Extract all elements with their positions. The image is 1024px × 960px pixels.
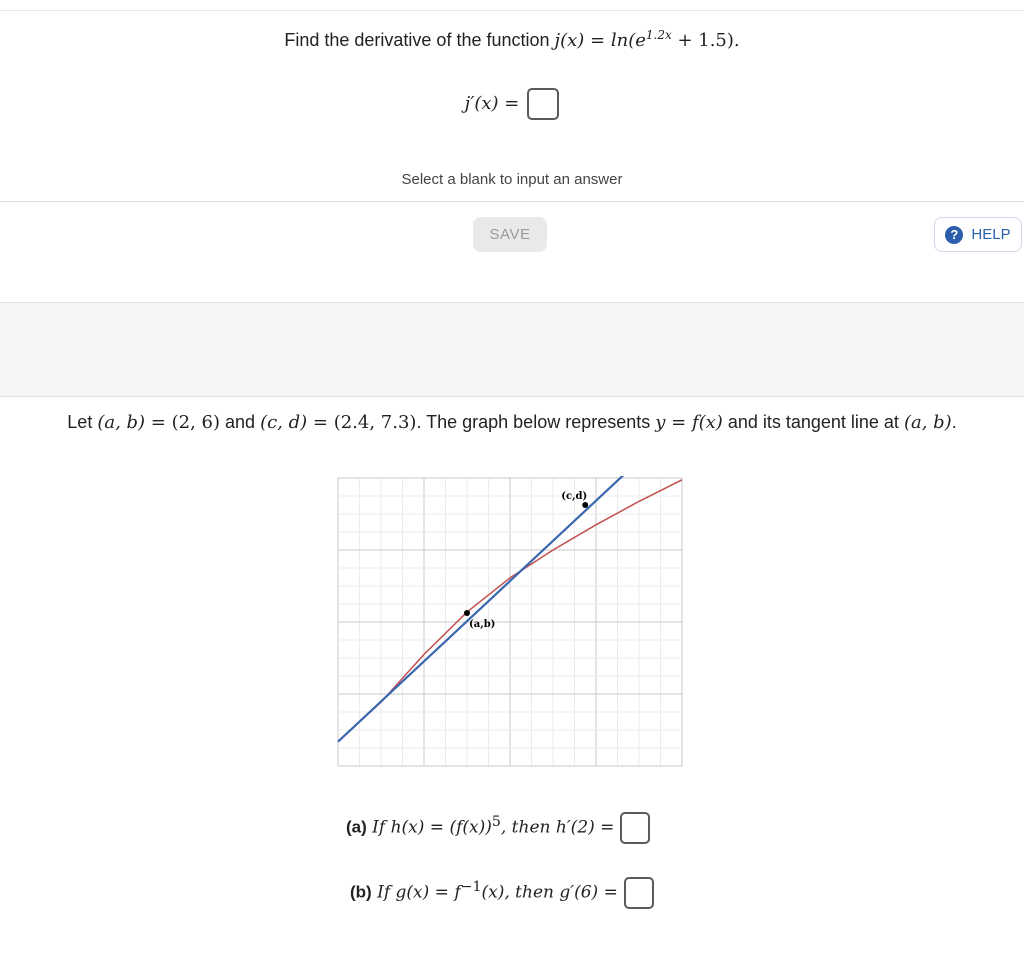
question-2-prompt — [0, 412, 1024, 433]
part-a-question — [346, 812, 650, 844]
part-a-answer-blank[interactable] — [620, 812, 650, 844]
q2-part: and its tangent line at — [722, 412, 904, 432]
part-b-question — [350, 877, 654, 909]
input-hint: Select a blank to input an answer — [401, 171, 623, 188]
part-b-text2: (x), then g′(6) = — [481, 882, 618, 903]
part-a-label: (a) — [346, 817, 367, 837]
part-a-text2: , then h′(2) = — [500, 817, 615, 838]
q2-part: (c, d) — [260, 412, 308, 433]
top-divider — [0, 10, 1024, 11]
derivative-label: j′(x) = — [464, 92, 520, 114]
function-expression — [555, 30, 740, 51]
function-rhs: + 1.5). — [671, 30, 740, 51]
gray-spacer-band — [0, 302, 1024, 397]
point-marker — [582, 502, 588, 508]
q2-part: (a, b) — [97, 412, 146, 433]
point-marker — [464, 610, 470, 616]
function-exponent: 1.2x — [645, 28, 672, 42]
question-1-prompt — [0, 28, 1024, 51]
help-button[interactable] — [934, 217, 1022, 252]
q2-part: = — [307, 412, 334, 433]
part-b-text: If g(x) = f — [371, 882, 461, 903]
part-b-answer-blank[interactable] — [624, 877, 654, 909]
q2-part: and — [220, 412, 261, 432]
part-a-exp: 5 — [491, 813, 501, 830]
part-a-text: If h(x) = (f(x)) — [366, 817, 492, 838]
derivative-answer-blank[interactable] — [527, 88, 559, 120]
part-b-exp: −1 — [460, 878, 482, 895]
q2-part: Let — [67, 412, 98, 432]
question-icon: ? — [945, 226, 963, 244]
answer-row — [0, 88, 1024, 120]
point-label: (a,b) — [469, 619, 496, 630]
q2-part: (2.4, 7.3) — [333, 412, 417, 433]
function-lhs: j(x) = ln(e — [554, 30, 646, 51]
point-label: (c,d) — [561, 491, 588, 502]
function-graph — [336, 476, 684, 768]
q2-part: = — [145, 412, 172, 433]
q2-part: . — [951, 412, 957, 432]
prompt-text: Find the derivative of the function — [284, 30, 550, 50]
save-button[interactable]: SAVE — [473, 217, 547, 252]
q2-part: y = f(x) — [655, 412, 723, 433]
q2-part: (a, b) — [903, 412, 952, 433]
q2-part: (2, 6) — [171, 412, 221, 433]
help-label: HELP — [971, 226, 1011, 243]
section-divider — [0, 201, 1024, 202]
part-b-label: (b) — [350, 882, 372, 902]
q2-part: . The graph below represents — [416, 412, 656, 432]
